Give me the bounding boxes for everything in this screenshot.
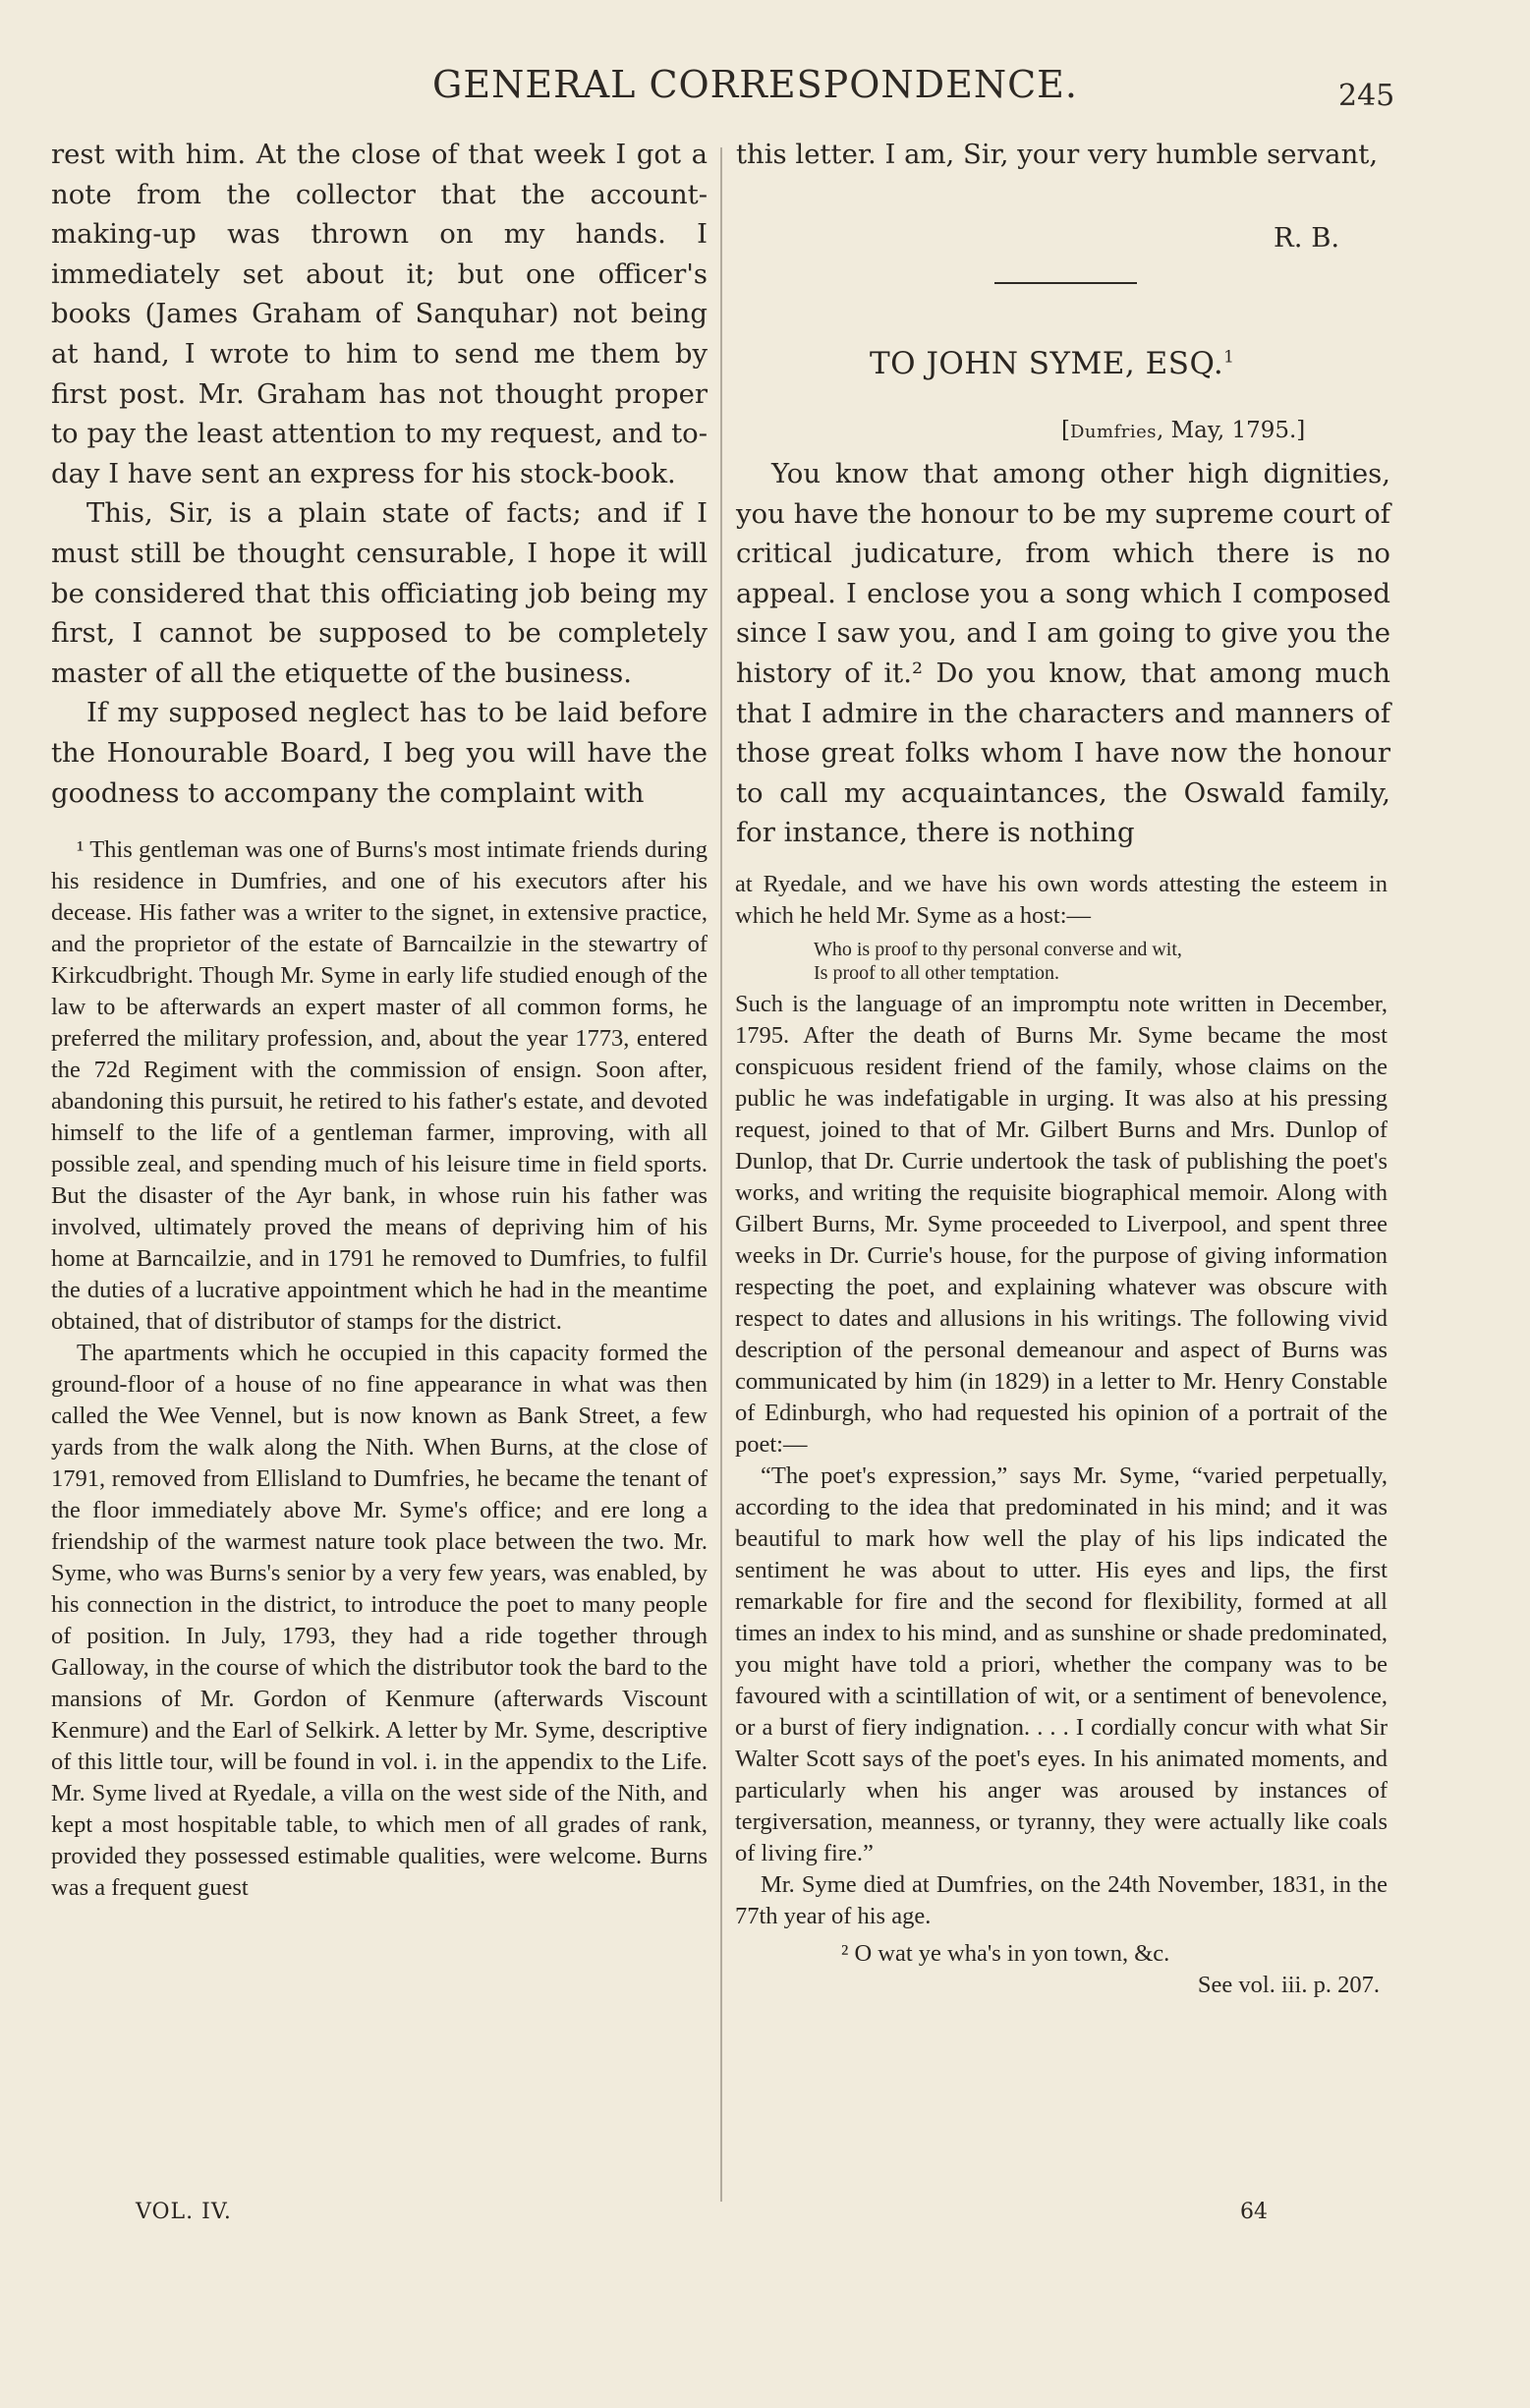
section-divider	[994, 282, 1137, 284]
footnote-paragraph: at Ryedale, and we have his own words attesting the esteem in which he held Mr. Syme as a host:—	[735, 871, 1388, 929]
dateline: [Dumfries, May, 1795.]	[1061, 418, 1306, 443]
footnote-2-line: ² O wat ye wha's in yon town, &c.	[841, 1940, 1170, 1967]
dateline-place: Dumfries	[1069, 422, 1157, 442]
paragraph: You know that among other high dignities, you have the honour to be my supreme court of critical judicature, from which there is no appeal. I enclose you a song which I composed since I saw you, and I am going to give you the history of it.² Do you know, that among much that I admire in the characters and manners of those great folks whom I have now the honour to call my acquaintances, the Oswald family, for instance, there is nothing	[736, 458, 1390, 849]
column-rule	[720, 147, 722, 2202]
page-number: 245	[1338, 79, 1395, 113]
footnote-continuation	[735, 869, 1388, 2001]
running-title: GENERAL CORRESPONDENCE.	[432, 63, 1078, 106]
footnote-2-reference: See vol. iii. p. 207.	[1197, 1972, 1380, 1998]
verse-line: Is proof to all other temptation.	[814, 962, 1059, 984]
footnote-2	[735, 1938, 1388, 2001]
footnote-1	[51, 834, 708, 1904]
signature-mark: 64	[1240, 2200, 1268, 2224]
footnote-paragraph: ¹ This gentleman was one of Burns's most intimate friends during his residence in Dumfries, and one of his executors after his decease. His father was a writer to the signet, in extensive practice, and the proprietor of the estate of Barncailzie in the stewartry of Kirkcudbright. Though Mr. Syme in early life studied enough of the law to be afterwards an expert master of all common forms, he preferred the military profession, and, about the year 1773, entered the 72d Regiment with the commission of ensign. Soon after, abandoning this pursuit, he retired to his father's estate, and devoted himself to the life of a gentleman farmer, improving, with all possible zeal, and spending much of his leisure time in field sports. But the disaster of the Ayr bank, in whose ruin his father was involved, ultimately proved the means of depriving him of his home at Barncailzie, and in 1791 he removed to Dumfries, to fulfil the duties of a lucrative appointment which he had in the meantime obtained, that of distributor of stamps for the district.	[51, 836, 708, 1336]
footnote-paragraph: “The poet's expression,” says Mr. Syme, “varied perpetually, according to the idea that predominated in his mind; and it was beautiful to mark how well the play of his lips indicated the sentiment he was about to utter. His eyes and lips, the first remarkable for fire and the second for flexibility, formed at all times an index to his mind, and as sunshine or shade predominated, you might have told a priori, whether the company was to be favoured with a scintillation of wit, or a sentiment of benevolence, or a burst of fiery indignation. . . . I cordially concur with what Sir Walter Scott says of the poet's eyes. In his animated moments, and particularly when his anger was aroused by instances of tergiversation, meanness, or tyranny, they were actually like coals of living fire.”	[735, 1462, 1388, 1866]
paragraph: rest with him. At the close of that week I got a note from the collector that the account-making-up was thrown on my hands. I immediately set about it; but one officer's books (James Graham of Sanquhar) not being at hand, I wrote to him to send me them by first post. Mr. Graham has not thought proper to pay the least attention to my request, and to-day I have sent an express for his stock-book.	[51, 139, 708, 489]
letter-body-right	[736, 454, 1390, 853]
footnote-marker: 1	[1223, 347, 1235, 368]
footnote-paragraph: Such is the language of an impromptu note written in December, 1795. After the death of Burns Mr. Syme became the most conspicuous resident friend of the family, whose claims on the public he was indefatigable in urging. It was also at his pressing request, joined to that of Mr. Gilbert Burns and Mrs. Dunlop of Dunlop, that Dr. Currie undertook the task of publishing the poet's works, and writing the requisite biographical memoir. Along with Gilbert Burns, Mr. Syme proceeded to Liverpool, and spent three weeks in Dr. Currie's house, for the purpose of giving information respecting the poet, and explaining whatever was obscure with respect to dates and allusions in his writings. The following vivid description of the personal demeanour and aspect of Burns was communicated by him (in 1829) in a letter to Mr. Henry Constable of Edinburgh, who had requested his opinion of a portrait of the poet:—	[735, 991, 1388, 1458]
paragraph: This, Sir, is a plain state of facts; and if I must still be thought censurable, I hope it will be considered that this officiating job being my first, I cannot be supposed to be completely master of all the etiquette of the business.	[51, 497, 708, 689]
closing-text: this letter. I am, Sir, your very humble servant,	[736, 139, 1379, 170]
footnote-paragraph: The apartments which he occupied in this capacity formed the ground-floor of a house of no fine appearance in what was then called the Wee Vennel, but is now known as Bank Street, a few yards from the walk along the Nith. When Burns, at the close of 1791, removed from Ellisland to Dumfries, he became the tenant of the floor immediately above Mr. Syme's office; and ere long a friendship of the warmest nature took place between the two. Mr. Syme, who was Burns's senior by a very few years, was enabled, by his connection in the district, to introduce the poet to many people of position. In July, 1793, they had a ride together through Galloway, in the course of which the distributor took the bard to the mansions of Mr. Gordon of Kenmure (afterwards Viscount Kenmure) and the Earl of Selkirk. A letter by Mr. Syme, descriptive of this little tour, will be found in vol. i. in the appendix to the Life. Mr. Syme lived at Ryedale, a villa on the west side of the Nith, and kept a most hospitable table, to which men of all grades of rank, provided they possessed estimable qualities, were welcome. Burns was a frequent guest	[51, 1340, 708, 1902]
volume-mark: VOL. IV.	[136, 2200, 232, 2224]
letter-body-left	[51, 135, 708, 813]
paragraph: If my supposed neglect has to be laid before the Honourable Board, I beg you will have the goodness to accompany the complaint with	[51, 697, 708, 809]
letter-close	[736, 135, 1390, 175]
quoted-verse	[735, 938, 1388, 985]
heading-text: TO JOHN SYME, ESQ.	[870, 346, 1224, 381]
footnote-paragraph: Mr. Syme died at Dumfries, on the 24th November, 1831, in the 77th year of his age.	[735, 1871, 1388, 1929]
signature: R. B.	[1274, 222, 1340, 254]
letter-heading	[870, 346, 1235, 381]
dateline-rest: , May, 1795.]	[1157, 418, 1306, 443]
verse-line: Who is proof to thy personal converse and wit,	[814, 939, 1182, 960]
left-column	[51, 135, 708, 1904]
